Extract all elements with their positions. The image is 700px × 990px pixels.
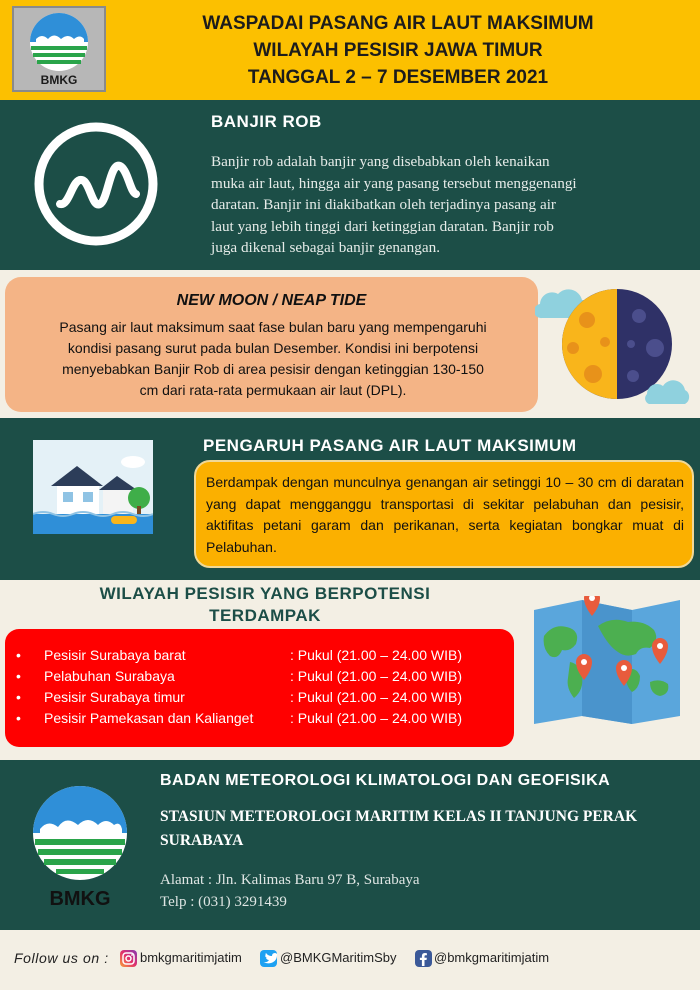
bmkg-emblem-icon: [14, 8, 104, 90]
twitter-link[interactable]: @BMKGMaritimSby: [280, 950, 397, 965]
moon-line-2: kondisi pasang surut pada bulan Desember. Kondisi ini berpotensi: [67, 340, 479, 356]
wave-icon: [32, 120, 160, 248]
title-line-3: TANGGAL 2 – 7 DESEMBER 2021: [247, 67, 549, 88]
station-line-1: STASIUN METEOROLOGI MARITIM KELAS II TANJUNG PERAK: [160, 808, 638, 825]
area-time: : Pukul (21.00 – 24.00 WIB): [290, 647, 462, 663]
follow-label: Follow us on :: [14, 950, 109, 966]
bmkg-logo-top: [12, 6, 106, 92]
bmkg-logo-text: BMKG: [40, 73, 78, 87]
rob-line-2: muka air laut, hingga air yang pasang tersebut menggenangi: [211, 174, 577, 192]
moon-line-4: cm dari rata-rata permukaan air laut (DPL).: [139, 382, 407, 398]
area-name: Pelabuhan Surabaya: [44, 668, 175, 684]
station-name: [160, 805, 680, 853]
page-title: [118, 10, 678, 91]
station-line-2: SURABAYA: [160, 832, 244, 849]
area-name: Pesisir Surabaya timur: [44, 689, 185, 705]
instagram-link[interactable]: bmkgmaritimjatim: [140, 950, 242, 965]
moon-line-3: menyebabkan Banjir Rob di area pesisir dengan ketinggian 130-150: [62, 361, 484, 377]
area-name: Pesisir Surabaya barat: [44, 647, 186, 663]
areas-heading-line-1: WILAYAH PESISIR YANG BERPOTENSI: [99, 584, 431, 603]
area-time: : Pukul (21.00 – 24.00 WIB): [290, 689, 462, 705]
bullet: •: [16, 689, 21, 705]
list-item: [16, 687, 506, 708]
new-moon-description: [18, 317, 528, 401]
half-moon-icon: [535, 282, 695, 407]
bmkg-logo-bottom: [30, 785, 130, 910]
bullet: •: [16, 710, 21, 726]
area-name: Pesisir Pamekasan dan Kalianget: [44, 710, 254, 726]
twitter-icon[interactable]: [260, 950, 277, 967]
rob-line-4: laut yang lebih tinggi dari ketinggian daratan. Banjir rob: [211, 217, 554, 235]
list-item: [16, 708, 506, 729]
list-item: [16, 666, 506, 687]
new-moon-title: NEW MOON / NEAP TIDE: [176, 292, 367, 309]
rob-line-1: Banjir rob adalah banjir yang disebabkan oleh kenaikan: [211, 153, 550, 170]
title-line-1: WASPADAI PASANG AIR LAUT MAKSIMUM: [202, 13, 594, 34]
impact-heading: PENGARUH PASANG AIR LAUT MAKSIMUM: [203, 436, 577, 455]
phone-text: Telp : (031) 3291439: [160, 894, 287, 910]
bmkg-logo-bottom-text: BMKG: [49, 888, 111, 910]
list-item: [16, 645, 506, 666]
banjir-rob-heading: BANJIR ROB: [211, 112, 322, 131]
flooded-house-icon: [33, 440, 153, 534]
banjir-rob-description: [211, 151, 671, 259]
areas-heading-line-2: TERDAMPAK: [209, 606, 321, 625]
facebook-icon[interactable]: [415, 950, 432, 967]
bullet: •: [16, 647, 21, 663]
title-line-2: WILAYAH PESISIR JAWA TIMUR: [253, 40, 543, 61]
address-text: Alamat : Jln. Kalimas Baru 97 B, Surabaya: [160, 872, 420, 888]
area-time: : Pukul (21.00 – 24.00 WIB): [290, 668, 462, 684]
impact-description: Berdampak dengan munculnya genangan air setinggi 10 – 30 cm di daratan yang dapat mengganggu transportasi di sekitar pelabuhan dan pesisir, aktifitas petani garam dan perikanan, serta kegiatan bongkar muat di Pelabuhan.: [206, 474, 684, 555]
moon-line-1: Pasang air laut maksimum saat fase bulan baru yang mempengaruhi: [59, 319, 487, 335]
rob-line-5: juga dikenal sebagai banjir genangan.: [211, 239, 440, 256]
area-time: : Pukul (21.00 – 24.00 WIB): [290, 710, 462, 726]
bullet: •: [16, 668, 21, 684]
instagram-icon[interactable]: [120, 950, 137, 967]
rob-line-3: daratan. Banjir ini diakibatkan oleh terjadinya pasang air: [211, 196, 556, 213]
agency-name: BADAN METEOROLOGI KLIMATOLOGI DAN GEOFISIKA: [160, 772, 611, 789]
map-pin-icon: [530, 596, 685, 726]
facebook-link[interactable]: @bmkgmaritimjatim: [434, 950, 550, 965]
affected-areas-heading: [0, 583, 530, 627]
